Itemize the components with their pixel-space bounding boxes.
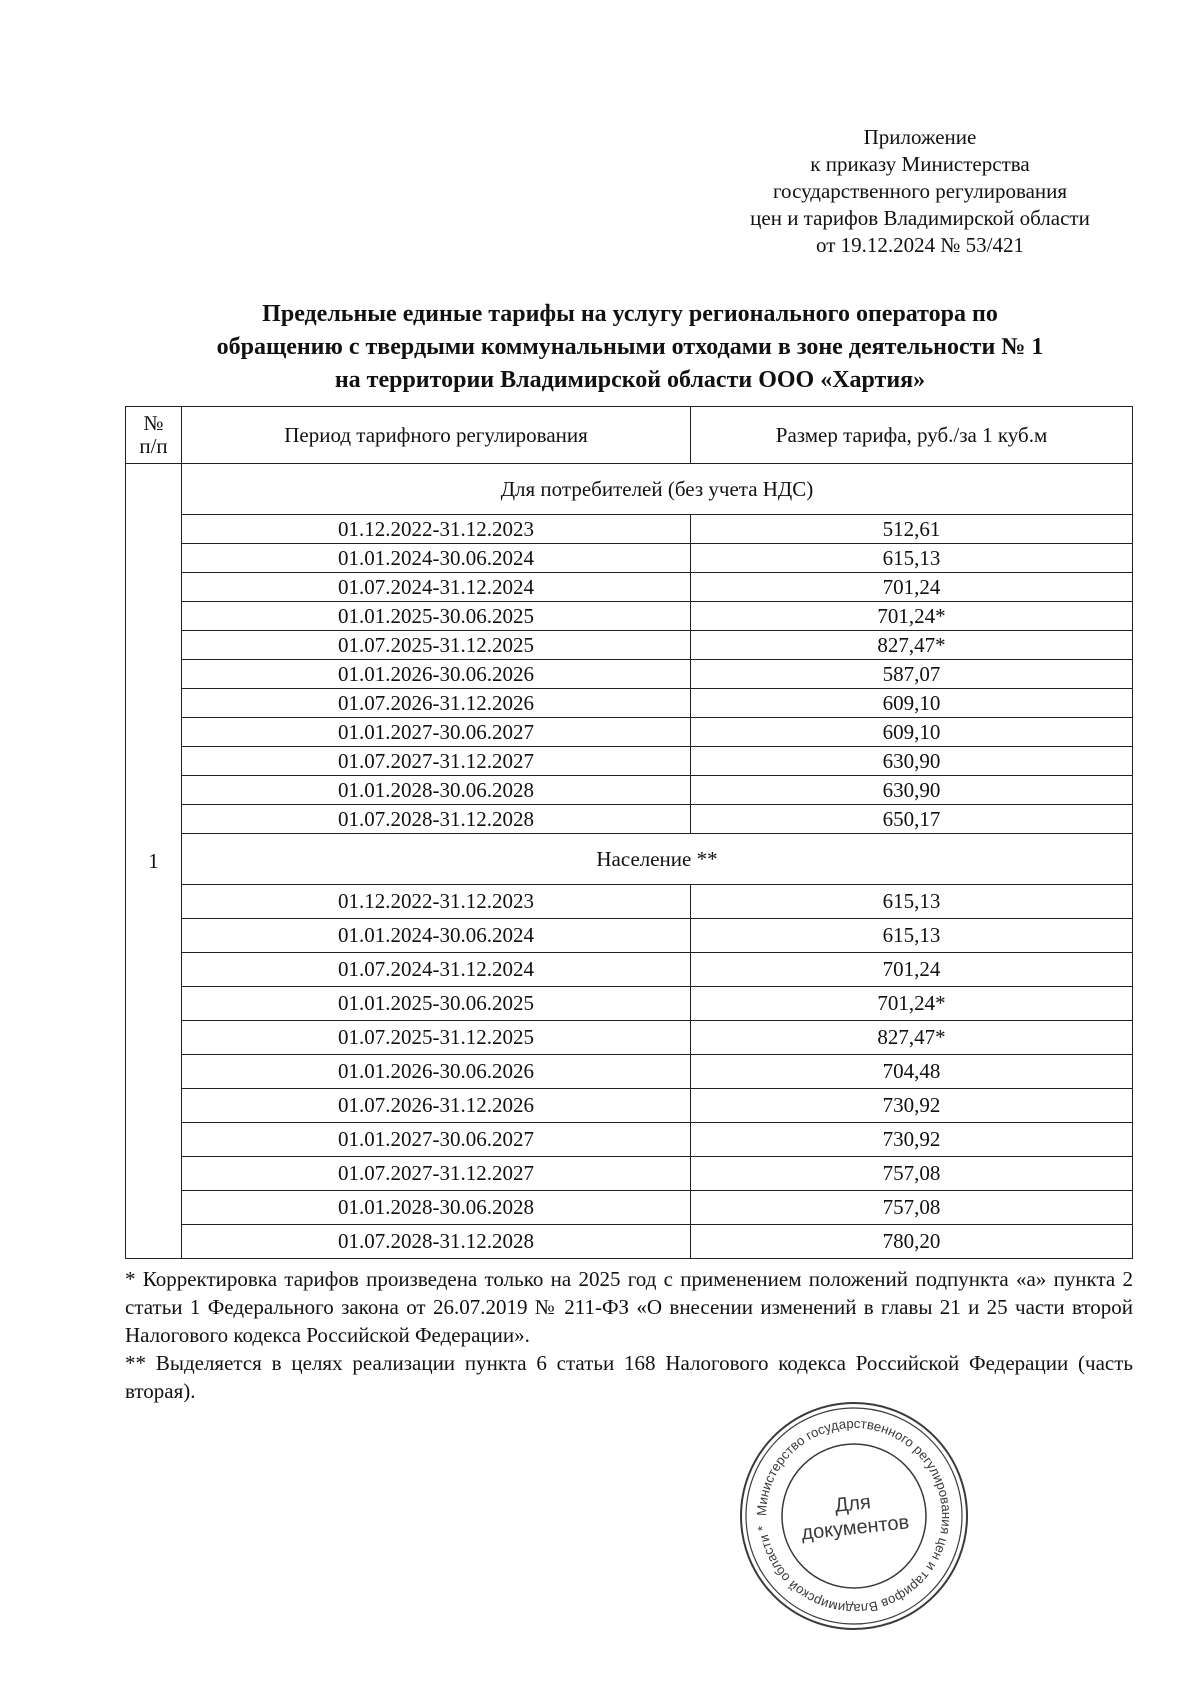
table-row [126,919,1133,953]
tariff-value-cell: 587,07 [691,660,1133,689]
tariff-value-cell: 701,24* [691,987,1133,1021]
table-row [126,1157,1133,1191]
period-cell: 01.07.2027-31.12.2027 [182,1157,691,1191]
period-cell: 01.01.2026-30.06.2026 [182,1055,691,1089]
period-cell: 01.01.2027-30.06.2027 [182,718,691,747]
table-row [126,631,1133,660]
title-line: обращению с твердыми коммунальными отходами в зоне деятельности № 1 [216,334,1044,360]
period-cell: 01.07.2027-31.12.2027 [182,747,691,776]
tariff-value-cell: 615,13 [691,885,1133,919]
appendix-header [700,124,1140,259]
table-row [126,747,1133,776]
appendix-order-date: от 19.12.2024 № 53/421 [815,233,1025,257]
column-header-tariff: Размер тарифа, руб./за 1 куб.м [691,407,1133,464]
tariff-value-cell: 730,92 [691,1123,1133,1157]
period-cell: 01.12.2022-31.12.2023 [182,515,691,544]
period-cell: 01.01.2025-30.06.2025 [182,987,691,1021]
column-header-number-line1: № [143,411,164,435]
stamp-outer-ring [741,1403,967,1629]
period-cell: 01.01.2028-30.06.2028 [182,1191,691,1225]
table-row [126,1055,1133,1089]
tariff-value-cell: 650,17 [691,805,1133,834]
tariff-value-cell: 512,61 [691,515,1133,544]
table-row [126,602,1133,631]
column-header-number-line2: п/п [139,434,168,458]
table-row [126,689,1133,718]
table-row [126,805,1133,834]
appendix-line: к приказу Министерства [810,152,1030,176]
table-row [126,1123,1133,1157]
table-row [126,987,1133,1021]
period-cell: 01.07.2024-31.12.2024 [182,953,691,987]
tariff-value-cell: 704,48 [691,1055,1133,1089]
appendix-line: государственного регулирования [772,179,1068,203]
period-cell: 01.12.2022-31.12.2023 [182,885,691,919]
period-cell: 01.07.2025-31.12.2025 [182,631,691,660]
period-cell: 01.07.2025-31.12.2025 [182,1021,691,1055]
period-cell: 01.01.2027-30.06.2027 [182,1123,691,1157]
appendix-line: цен и тарифов Владимирской области [750,206,1090,230]
tariff-value-cell: 609,10 [691,689,1133,718]
tariff-value-cell: 701,24 [691,953,1133,987]
table-row [126,718,1133,747]
group-header-row [126,834,1133,885]
tariff-value-cell: 615,13 [691,544,1133,573]
stamp-center-line1: Для [833,1491,872,1517]
tariff-value-cell: 827,47* [691,631,1133,660]
period-cell: 01.01.2024-30.06.2024 [182,544,691,573]
tariff-table [125,406,1133,1259]
tariff-value-cell: 757,08 [691,1157,1133,1191]
group-header-row [126,464,1133,515]
period-cell: 01.07.2026-31.12.2026 [182,689,691,718]
tariff-value-cell: 757,08 [691,1191,1133,1225]
document-title [125,298,1135,397]
row-number: 1 [126,464,182,1259]
title-line: Предельные единые тарифы на услугу регионального оператора по [262,301,998,327]
tariff-value-cell: 630,90 [691,747,1133,776]
table-row [126,1191,1133,1225]
table-row [126,885,1133,919]
period-cell: 01.01.2026-30.06.2026 [182,660,691,689]
table-row [126,544,1133,573]
period-cell: 01.07.2026-31.12.2026 [182,1089,691,1123]
table-row [126,1089,1133,1123]
stamp-center-line2: документов [800,1511,911,1545]
tariff-value-cell: 701,24 [691,573,1133,602]
period-cell: 01.07.2028-31.12.2028 [182,805,691,834]
footnote-population: ** Выделяется в целях реализации пункта 6 статьи 168 Налогового кодекса Российской Федерации (часть вторая). [125,1351,1133,1403]
group-label: Население ** [182,834,1133,885]
tariff-value-cell: 730,92 [691,1089,1133,1123]
tariff-value-cell: 630,90 [691,776,1133,805]
period-cell: 01.01.2025-30.06.2025 [182,602,691,631]
table-row [126,776,1133,805]
tariff-value-cell: 701,24* [691,602,1133,631]
footnotes [125,1265,1133,1405]
tariff-value-cell: 827,47* [691,1021,1133,1055]
period-cell: 01.07.2028-31.12.2028 [182,1225,691,1259]
table-row [126,573,1133,602]
group-label: Для потребителей (без учета НДС) [182,464,1133,515]
appendix-line: Приложение [863,125,977,149]
title-line: на территории Владимирской области ООО «Хартия» [334,367,926,393]
stamp-ring-text: Министерство государственного регулирования цен и тарифов Владимирской области * [753,1415,955,1617]
official-stamp [736,1398,972,1634]
table-row [126,515,1133,544]
tariff-value-cell: 780,20 [691,1225,1133,1259]
table-row [126,1021,1133,1055]
period-cell: 01.01.2024-30.06.2024 [182,919,691,953]
footnote-vat-correction: * Корректировка тарифов произведена только на 2025 год с применением положений подпункта «а» пункта 2 статьи 1 Федерального закона от 26.07.2019 № 211-ФЗ «О внесении изменений в главы 21 и 25 части второй Налогового кодекса Российской Федерации». [125,1267,1133,1347]
period-cell: 01.07.2024-31.12.2024 [182,573,691,602]
column-header-number [126,407,182,464]
table-row [126,953,1133,987]
column-header-period: Период тарифного регулирования [182,407,691,464]
table-row [126,1225,1133,1259]
period-cell: 01.01.2028-30.06.2028 [182,776,691,805]
stamp-outer-ring-inner [746,1408,962,1624]
table-header-row [126,407,1133,464]
table-row [126,660,1133,689]
tariff-value-cell: 615,13 [691,919,1133,953]
tariff-value-cell: 609,10 [691,718,1133,747]
